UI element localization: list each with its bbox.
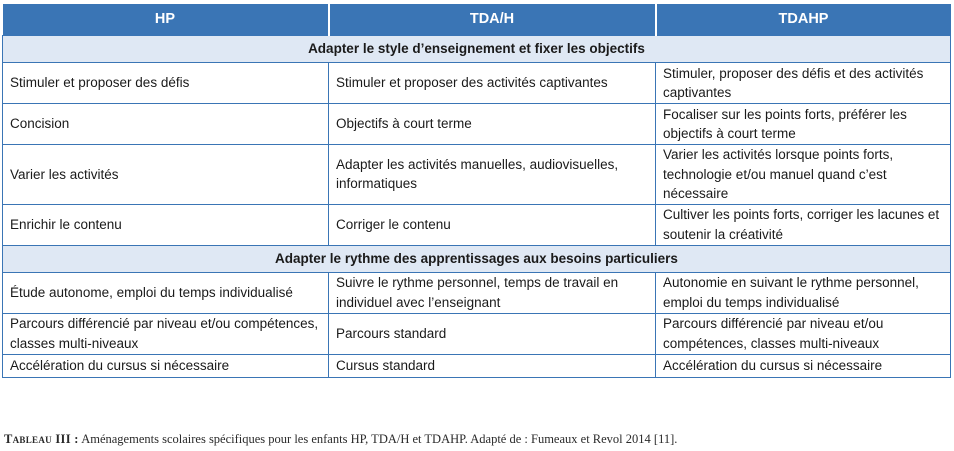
cell-tdah: Stimuler et proposer des activités captivantes [329,63,656,104]
cell-hp: Stimuler et proposer des défis [3,63,329,104]
table-row [3,145,951,205]
table-row [3,354,951,377]
cell-hp: Enrichir le contenu [3,204,329,245]
table-row [3,104,951,145]
table-row [3,63,951,104]
cell-tdah: Objectifs à court terme [329,104,656,145]
cell-tdah: Parcours standard [329,313,656,354]
caption-label: Tableau III : [4,432,79,446]
cell-tdahp: Stimuler, proposer des défis et des activités captivantes [656,63,951,104]
cell-tdahp: Parcours différencié par niveau et/ou compétences, classes multi-niveaux [656,313,951,354]
cell-tdah: Adapter les activités manuelles, audiovisuelles, informatiques [329,145,656,205]
section-title: Adapter le rythme des apprentissages aux besoins particuliers [3,245,951,272]
cell-tdah: Cursus standard [329,354,656,377]
table-row [3,313,951,354]
section-row [3,245,951,272]
section-row [3,36,951,63]
header-hp: HP [3,4,329,36]
cell-hp: Concision [3,104,329,145]
cell-tdahp: Cultiver les points forts, corriger les lacunes et soutenir la créativité [656,204,951,245]
table-row [3,204,951,245]
cell-tdahp: Varier les activités lorsque points forts, technologie et/ou manuel quand c’est nécessaire [656,145,951,205]
header-row [3,4,951,36]
cell-hp: Accélération du cursus si nécessaire [3,354,329,377]
adaptations-table [2,4,951,378]
cell-tdah: Corriger le contenu [329,204,656,245]
header-tdah: TDA/H [329,4,656,36]
cell-tdah: Suivre le rythme personnel, temps de travail en individuel avec l’enseignant [329,272,656,313]
cell-tdahp: Accélération du cursus si nécessaire [656,354,951,377]
table-row [3,272,951,313]
cell-hp: Parcours différencié par niveau et/ou compétences, classes multi-niveaux [3,313,329,354]
cell-hp: Varier les activités [3,145,329,205]
table-container [2,4,950,378]
section-title: Adapter le style d’enseignement et fixer les objectifs [3,36,951,63]
caption-text: Aménagements scolaires spécifiques pour les enfants HP, TDA/H et TDAHP. Adapté de : Fumeaux et Revol 2014 [11]. [81,432,678,446]
table-caption [4,432,677,447]
header-tdahp: TDAHP [656,4,951,36]
cell-tdahp: Focaliser sur les points forts, préférer les objectifs à court terme [656,104,951,145]
cell-tdahp: Autonomie en suivant le rythme personnel, emploi du temps individualisé [656,272,951,313]
cell-hp: Étude autonome, emploi du temps individualisé [3,272,329,313]
